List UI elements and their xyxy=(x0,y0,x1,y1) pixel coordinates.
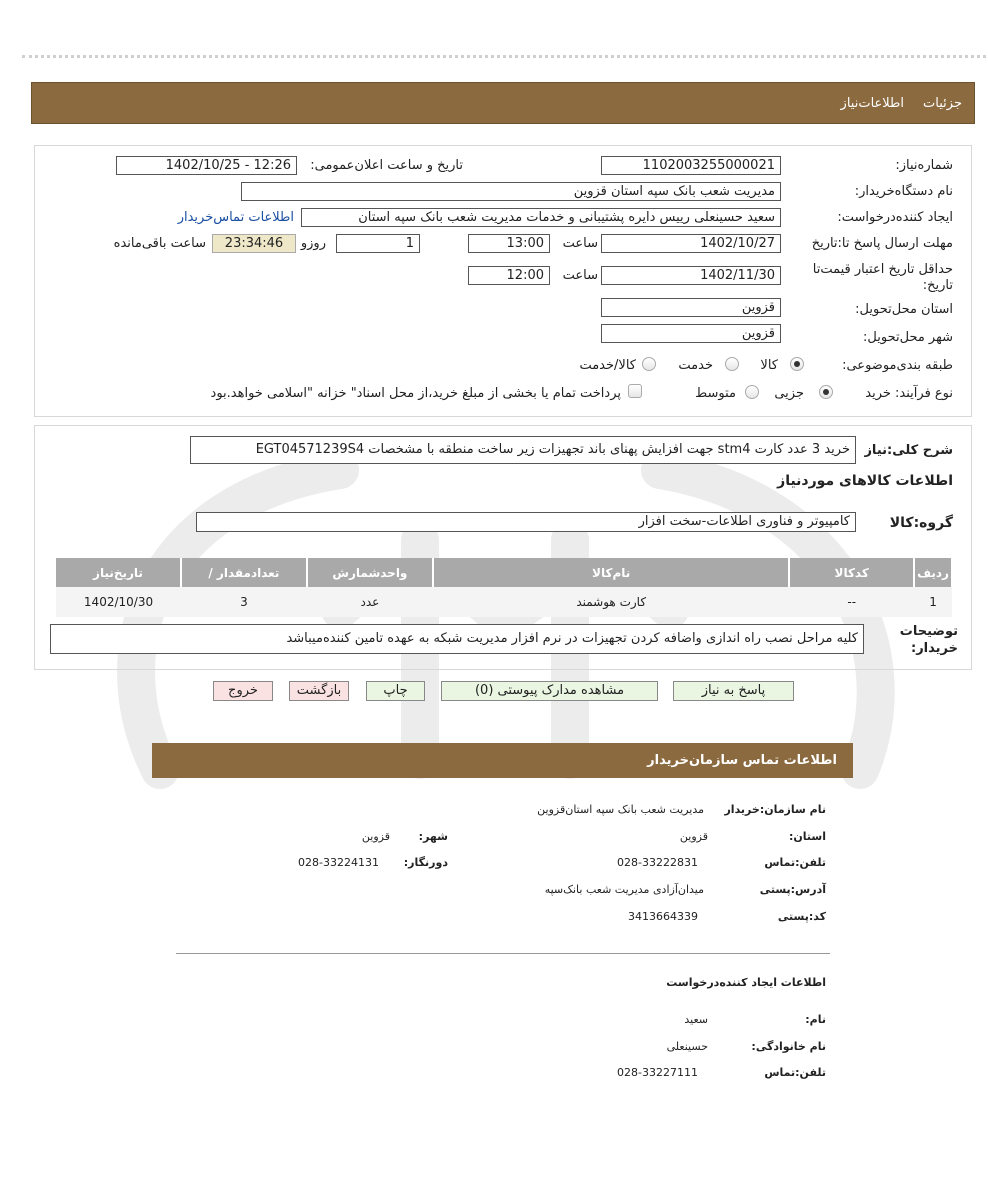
deadline-time-word: ساعت xyxy=(562,236,598,251)
cell-quantity: 3 xyxy=(181,587,307,617)
deadline-time-field: 13:00 xyxy=(468,234,550,253)
top-divider xyxy=(22,55,986,58)
buyer-notes-label: توضیحات خریدار: xyxy=(899,624,958,656)
col-goods-code: کدکالا xyxy=(789,558,914,587)
remaining-time-field: 23:34:46 xyxy=(212,234,296,253)
treasury-payment-checkbox[interactable] xyxy=(628,384,642,398)
buyer-org-label: نام دستگاه‌خریدار: xyxy=(854,184,953,199)
city-label: شهر محل‌تحویل: xyxy=(863,330,953,345)
reply-button[interactable]: پاسخ به نیاز xyxy=(673,681,794,701)
creator-family-label: نام خانوادگی: xyxy=(751,1040,826,1053)
details-link[interactable]: جزئیات xyxy=(923,96,962,111)
col-quantity: تعدادمقدار / xyxy=(181,558,307,587)
contact-phone-label: تلفن:تماس xyxy=(764,856,826,869)
contact-city-value: قزوین xyxy=(361,830,390,843)
remaining-word: ساعت باقی‌مانده xyxy=(113,236,206,251)
cell-unit: عدد xyxy=(307,587,433,617)
cell-row-number: 1 xyxy=(914,587,952,617)
buyer-contact-link[interactable]: اطلاعات تماس‌خریدار xyxy=(177,210,294,225)
process-label: نوع فرآیند: خرید xyxy=(865,386,953,401)
creator-name-label: نام: xyxy=(805,1013,826,1026)
validity-label: حداقل تاریخ اعتبار قیمت‌تا تاریخ: xyxy=(812,262,953,293)
category-service-radio[interactable] xyxy=(725,357,739,371)
category-goods-radio[interactable] xyxy=(790,357,804,371)
province-field: قزوین xyxy=(601,298,781,317)
process-medium-label: متوسط xyxy=(695,386,736,401)
col-goods-name: نام‌کالا xyxy=(433,558,789,587)
process-partial-label: جزیی xyxy=(774,386,804,401)
deadline-date-field: 1402/10/27 xyxy=(601,234,781,253)
contact-org-label: نام سازمان:خریدار xyxy=(724,803,826,816)
validity-date-field: 1402/11/30 xyxy=(601,266,781,285)
table-header-row xyxy=(56,558,952,587)
cell-need-date: 1402/10/30 xyxy=(56,587,181,617)
announce-label: تاریخ و ساعت اعلان‌عمومی: xyxy=(310,158,463,173)
category-goods-service-radio[interactable] xyxy=(642,357,656,371)
creator-family-value: حسینعلی xyxy=(666,1040,708,1053)
contact-org-value: مدیریت شعب بانک سپه استان‌قزوین xyxy=(537,803,704,816)
category-goods-label: کالا xyxy=(760,358,778,373)
goods-table xyxy=(56,558,953,617)
deadline-label: مهلت ارسال پاسخ تا:تاریخ xyxy=(811,236,953,251)
summary-field: خرید 3 عدد کارت stm4 جهت افزایش پهنای باند تجهیزات زیر ساخت منطقه با مشخصات EGT04571239S4 xyxy=(190,436,856,464)
contact-address-label: آدرس:پستی xyxy=(759,883,826,896)
contact-phone-value: 028-33222831 xyxy=(617,856,698,869)
city-field: قزوین xyxy=(601,324,781,343)
contact-province-value: قزوین xyxy=(679,830,708,843)
col-row-number: ردیف xyxy=(914,558,952,587)
goods-info-title: اطلاعات کالاهای موردنیاز xyxy=(777,473,953,489)
creator-info-title: اطلاعات ایجاد کننده‌درخواست xyxy=(666,976,826,989)
process-partial-radio[interactable] xyxy=(819,385,833,399)
creator-field: سعید حسینعلی رییس دایره پشتیبانی و خدمات مدیریت شعب بانک سپه استان xyxy=(301,208,781,227)
contact-postal-label: کد:پستی xyxy=(777,910,826,923)
exit-button[interactable]: خروج xyxy=(213,681,273,701)
contact-divider xyxy=(176,953,830,954)
need-number-field: 1102003255000021 xyxy=(601,156,781,175)
table-row xyxy=(56,587,952,617)
back-button[interactable]: بازگشت xyxy=(289,681,349,701)
buyer-contact-header xyxy=(152,743,853,778)
col-unit: واحدشمارش xyxy=(307,558,433,587)
cell-goods-name: کارت هوشمند xyxy=(433,587,789,617)
contact-fax-label: دورنگار: xyxy=(403,856,448,869)
province-label: استان محل‌تحویل: xyxy=(855,302,953,317)
category-goods-service-label: کالا/خدمت xyxy=(579,358,636,373)
summary-label: شرح کلی:نیاز xyxy=(864,443,953,458)
treasury-payment-note: پرداخت تمام یا بخشی از مبلغ خرید،از محل اسناد" خزانه "اسلامی خواهد.بود xyxy=(210,386,621,401)
creator-phone-value: 028-33227111 xyxy=(617,1066,698,1079)
creator-phone-label: تلفن:تماس xyxy=(764,1066,826,1079)
category-label: طبقه بندی‌موضوعی: xyxy=(842,358,953,373)
announce-date-field: 1402/10/25 - 12:26 xyxy=(116,156,297,175)
buyer-org-field: مدیریت شعب بانک سپه استان قزوین xyxy=(241,182,781,201)
contact-address-value: میدان‌آزادی مدیریت شعب بانک‌سپه xyxy=(544,883,704,896)
group-field: کامپیوتر و فناوری اطلاعات-سخت افزار xyxy=(196,512,856,532)
print-button[interactable]: چاپ xyxy=(366,681,425,701)
category-service-label: خدمت xyxy=(678,358,713,373)
validity-time-field: 12:00 xyxy=(468,266,550,285)
buyer-contact-title: اطلاعات تماس سازمان‌خریدار xyxy=(647,753,837,768)
creator-label: ایجاد کننده‌درخواست: xyxy=(837,210,953,225)
attachments-button[interactable]: مشاهده مدارک پیوستی (0) xyxy=(441,681,658,701)
buyer-notes-field: کلیه مراحل نصب راه اندازی واضافه کردن تجهیزات در نرم افزار مدیریت شبکه به عهده تامین کننده‌میباشد xyxy=(50,624,864,654)
need-info-header xyxy=(31,82,975,124)
days-field: 1 xyxy=(336,234,420,253)
need-info-link[interactable]: اطلاعات‌نیاز xyxy=(840,96,904,111)
col-need-date: تاریخ‌نیاز xyxy=(56,558,181,587)
contact-province-label: استان: xyxy=(789,830,826,843)
validity-time-word: ساعت xyxy=(562,268,598,283)
process-medium-radio[interactable] xyxy=(745,385,759,399)
contact-city-label: شهر: xyxy=(418,830,448,843)
cell-goods-code: -- xyxy=(789,587,914,617)
contact-postal-value: 3413664339 xyxy=(628,910,698,923)
creator-name-value: سعید xyxy=(684,1013,708,1026)
contact-fax-value: 028-33224131 xyxy=(298,856,379,869)
need-number-label: شماره‌نیاز: xyxy=(895,158,953,173)
days-word: روزو xyxy=(300,236,326,251)
group-label: گروه:کالا xyxy=(889,515,953,531)
